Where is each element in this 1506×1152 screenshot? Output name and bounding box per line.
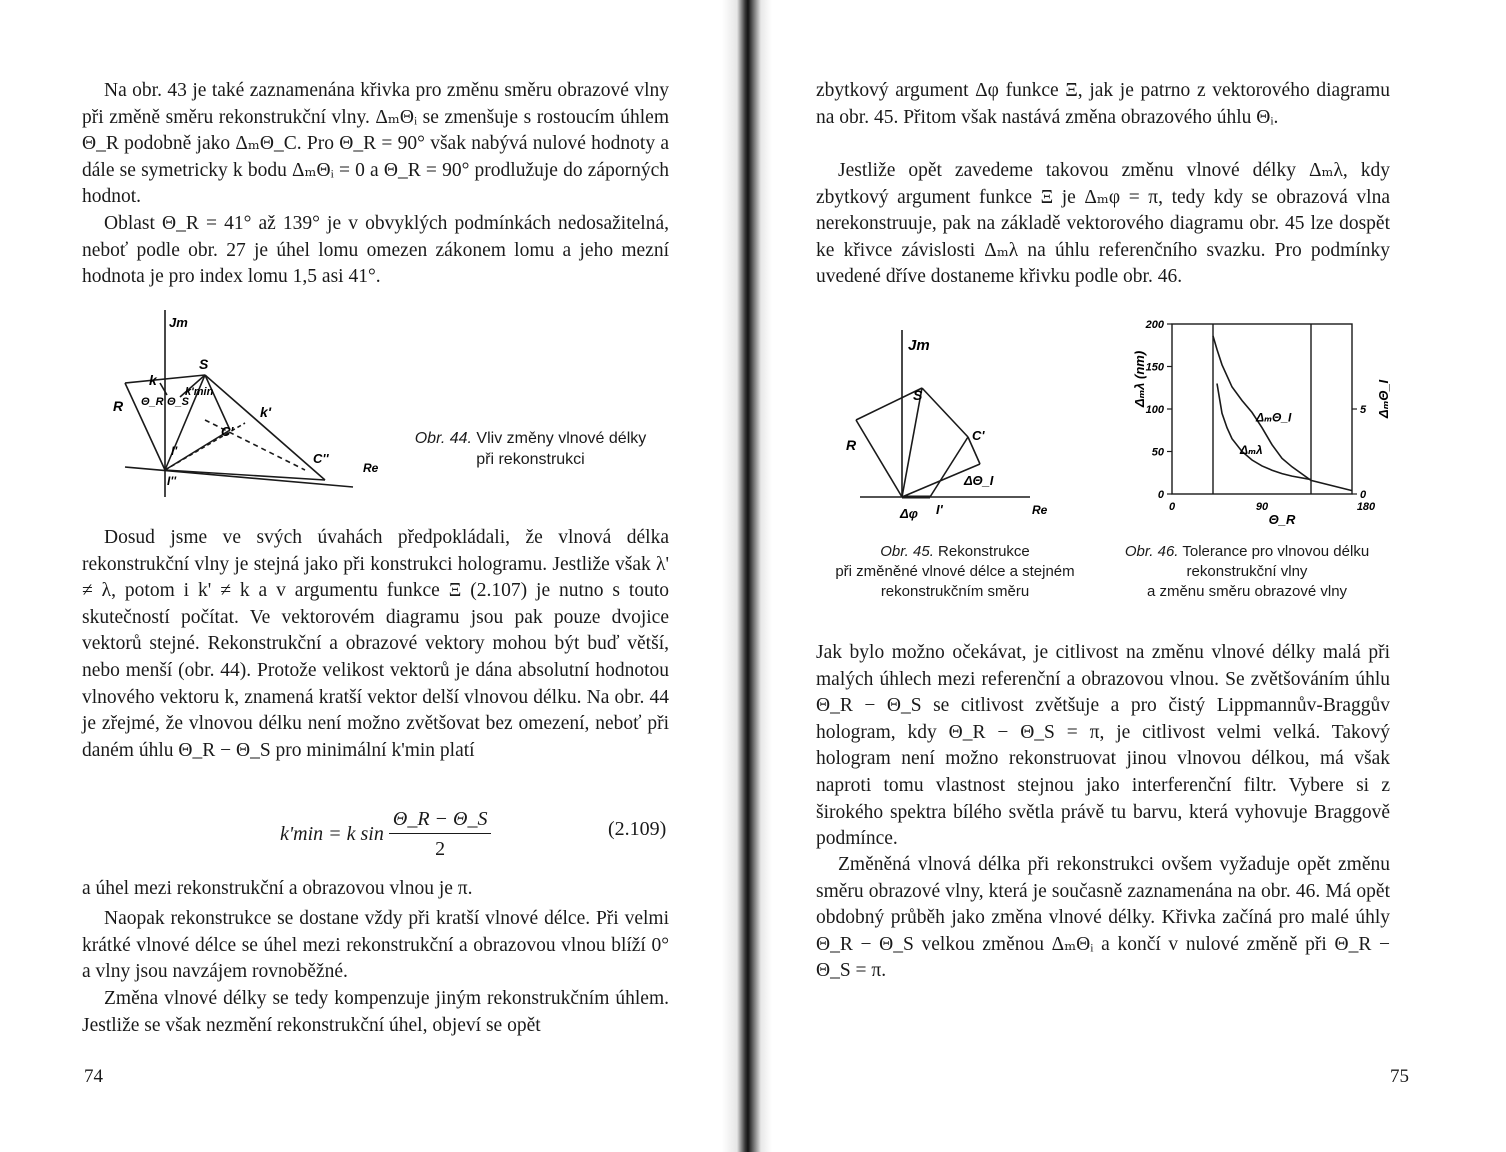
fig44-caption-line1: Vliv změny vlnové délky bbox=[476, 430, 647, 447]
fig44-i-label: I' bbox=[171, 444, 178, 458]
fig44-kprime-label: k' bbox=[260, 404, 272, 420]
fig45-dtheta-label: ΔΘ_I bbox=[964, 473, 994, 488]
equation-numerator: Θ_R − Θ_S bbox=[389, 808, 492, 834]
fig44-ipp-label: I'' bbox=[167, 474, 177, 488]
fig46-y2-axis-label: ΔₘΘ_I bbox=[1376, 379, 1391, 419]
left-paragraph-1: Na obr. 43 je také zaznamenána křivka pro změnu směru obrazové vlny při změně směru rekonstrukční vlny. ΔₘΘᵢ se zmenšuje s rostoucím úhlem Θ_R podobně jako ΔₘΘ_C. Pro Θ_R = 90° však nabývá nulové hodnoty a dále se symetricky k bodu ΔₘΘᵢ = 0 a Θ_R = 90° prodlužuje do záporných hodnot. bbox=[82, 80, 669, 208]
fig45-caption-line1: Rekonstrukce bbox=[938, 543, 1030, 560]
equation-2-109 bbox=[280, 808, 491, 861]
fig44-theta-s-label: Θ_S bbox=[167, 396, 190, 408]
fig46-y2tick-label-1: 5 bbox=[1360, 404, 1367, 416]
fig45-caption-line2: při změněné vlnové délce a stejném bbox=[835, 563, 1075, 580]
fig45-c-label: C' bbox=[972, 428, 985, 443]
left-page bbox=[0, 0, 745, 1152]
fig44-caption-line2: při rekonstrukci bbox=[476, 451, 585, 468]
fig45-caption-num: Obr. 45. bbox=[880, 543, 934, 560]
fig44-theta-r-label: Θ_R bbox=[141, 396, 164, 408]
fig44-caption-num: Obr. 44. bbox=[414, 430, 472, 447]
fig44-im-label: Jm bbox=[169, 315, 188, 330]
fig46-ytick-label-0: 0 bbox=[1157, 489, 1164, 501]
fig46-caption-line2: rekonstrukční vlny bbox=[1186, 563, 1308, 580]
fig45-i-label: I' bbox=[936, 502, 943, 517]
fig46-y-axis-label: Δₘλ (nm) bbox=[1132, 350, 1147, 408]
right-paragraph-2: Jestliže opět zavedeme takovou změnu vlnové délky Δₘλ, kdy zbytkový argument funkce Ξ je Δₘφ = π, tedy kdy se obrazová vlna nerekonstruuje, pak na základě vektorového diagramu obr. 45 lze dospět ke křivce závislosti Δₘλ na úhlu referenčního svazku. Pro podmínky uvedené dříve dostaneme křivku podle obr. 46. bbox=[816, 160, 1390, 288]
fig44-c-label: C' bbox=[221, 424, 234, 439]
equation-fraction bbox=[389, 808, 492, 861]
fig46-x-axis-label: Θ_R bbox=[1268, 512, 1296, 527]
page-number-right: 75 bbox=[1390, 1066, 1409, 1087]
fig44-k-label: k bbox=[149, 372, 157, 388]
fig44-s-label: S bbox=[199, 356, 209, 372]
fig46-y2tick-label-0: 0 bbox=[1360, 489, 1367, 501]
fig44-r-label: R bbox=[113, 398, 124, 414]
fig46-caption-line3: a změnu směru obrazové vlny bbox=[1146, 583, 1348, 600]
fig46-plot-frame bbox=[1172, 324, 1352, 494]
left-paragraph-6: Změna vlnové délky se tedy kompenzuje jiným rekonstrukčním úhlem. Jestliže se však nezmění rekonstrukční úhel, objeví se opět bbox=[82, 988, 669, 1036]
fig45-im-label: Jm bbox=[908, 337, 930, 354]
right-paragraph-1: zbytkový argument Δφ funkce Ξ, jak je patrno z vektorového diagramu na obr. 45. Přitom však nastává změna obrazového úhlu Θᵢ. bbox=[816, 80, 1390, 128]
figure-44-caption bbox=[398, 428, 663, 470]
fig45-re-label: Re bbox=[1032, 503, 1048, 517]
fig44-cpp-label: C'' bbox=[313, 451, 329, 466]
right-paragraph-4: Změněná vlnová délka při rekonstrukci ovšem vyžaduje opět změnu směru obrazové vlny, která je současně zaznamenána na obr. 46. Má opět obdobný průběh jako změna vlnové délky. Křivka začíná pro malé úhly Θ_R − Θ_S velkou změnou ΔₘΘᵢ a končí v nulové změně při Θ_R − Θ_S = π. bbox=[816, 854, 1390, 982]
fig46-caption-num: Obr. 46. bbox=[1124, 543, 1179, 560]
fig45-s-label: S bbox=[913, 387, 923, 403]
fig46-ytick-label-1: 50 bbox=[1151, 446, 1164, 459]
left-paragraph-5: Naopak rekonstrukce se dostane vždy při kratší vlnové délce. Při velmi krátké vlnové délce se úhel mezi rekonstrukční a obrazovou vlnou blíží 0° a vlny jsou navzájem rovnoběžné. bbox=[82, 908, 669, 983]
figure-44-diagram bbox=[105, 305, 385, 505]
figure-45-diagram bbox=[840, 322, 1060, 527]
fig46-xtick-label-1: 90 bbox=[1255, 501, 1269, 513]
right-paragraph-3: Jak bylo možno očekávat, je citlivost na změnu vlnové délky malá při malých úhlech mezi referenční a obrazovou vlnou. Se zvětšováním úhlu Θ_R − Θ_S se citlivost zvětšuje a pro čistý Lippmannův-Braggův hologram, kdy Θ_R − Θ_S = π, je citlivost velmi velká. Takový hologram není možno rekonstruovat jinou vlnovou délkou, má však naproti tomu vlastnost stejnou jako interferenční filtr. Vybere si z širokého spektra bílého světla právě tu barvu, která vyhovuje Braggově podmínce. bbox=[816, 642, 1390, 850]
fig46-series-label-0: Δₘλ bbox=[1240, 443, 1263, 457]
fig46-xtick-label-2: 180 bbox=[1356, 501, 1376, 513]
fig46-ytick-label-3: 150 bbox=[1145, 361, 1164, 374]
equation-lhs: k'min = k sin bbox=[280, 823, 384, 845]
page-number-left: 74 bbox=[84, 1066, 103, 1087]
fig46-caption-line1: Tolerance pro vlnovou délku bbox=[1182, 543, 1370, 560]
fig45-dphi-label: Δφ bbox=[900, 506, 918, 521]
fig46-series-label-1: ΔₘΘ_I bbox=[1256, 410, 1292, 425]
left-paragraph-4: a úhel mezi rekonstrukční a obrazovou vlnou je π. bbox=[82, 878, 473, 899]
fig46-ytick-label-4: 200 bbox=[1145, 319, 1164, 331]
fig45-caption-line3: rekonstrukčním směru bbox=[880, 583, 1030, 600]
fig46-xtick-label-0: 0 bbox=[1168, 501, 1176, 513]
equation-tag: (2.109) bbox=[608, 818, 667, 840]
left-paragraph-3: Dosud jsme ve svých úvahách předpokládali, že vlnová délka rekonstrukční vlny je stejná jako při konstrukci hologramu. Jestliže však λ' ≠ λ, potom i k' ≠ k a v argumentu funkce Ξ (2.107) je nutno s touto skutečností počítat. Ve vektorovém diagramu jsou pak pouze dvojice vektorů stejné. Rekonstrukční a obrazové vektory mohou být buď větší, nebo menší (obr. 44). Protože velikost vektorů je dána absolutní hodnotou vlnového vektoru k, znamená kratší vektor delší vlnovou délku. Na obr. 44 je zřejmé, že vlnovou délku není možno zvětšovat bez omezení, neboť při daném úhlu Θ_R − Θ_S pro minimální k'min platí bbox=[82, 527, 669, 761]
equation-denominator: 2 bbox=[435, 838, 446, 860]
fig44-kmin-label: k'min bbox=[185, 386, 214, 398]
right-page bbox=[760, 0, 1506, 1152]
figure-45-caption bbox=[810, 542, 1100, 602]
fig45-r-label: R bbox=[846, 437, 857, 453]
fig46-ytick-label-2: 100 bbox=[1145, 404, 1164, 416]
figure-46-chart bbox=[1122, 312, 1402, 527]
fig44-re-label: Re bbox=[363, 461, 379, 475]
figure-46-caption bbox=[1102, 542, 1392, 602]
left-paragraph-2: Oblast Θ_R = 41° až 139° je v obvyklých podmínkách nedosažitelná, neboť podle obr. 27 je úhel lomu omezen zákonem lomu a jeho mezní hodnota je pro index lomu 1,5 asi 41°. bbox=[82, 213, 669, 288]
